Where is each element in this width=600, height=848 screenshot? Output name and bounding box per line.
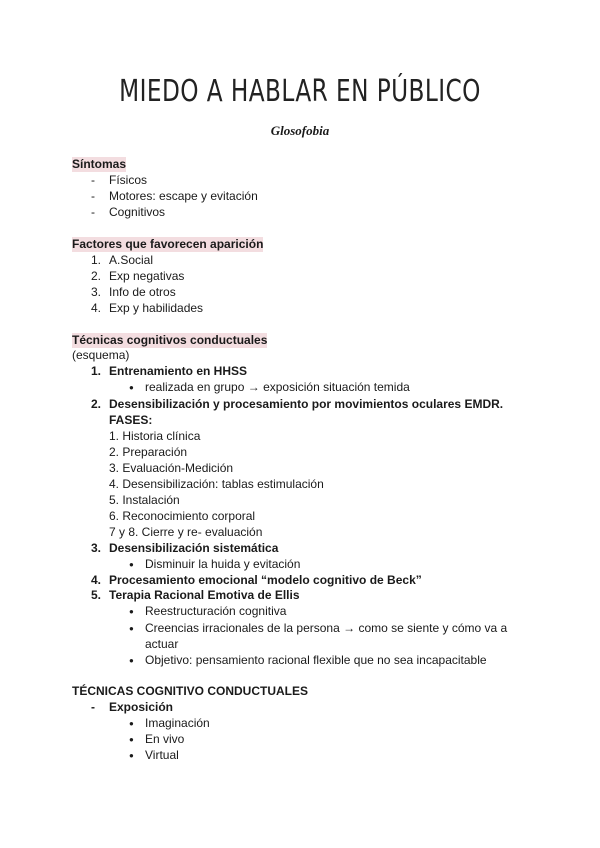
exposicion-item: Imaginación <box>145 716 210 730</box>
sintomas-item: Físicos <box>109 173 148 187</box>
exposicion-item: En vivo <box>145 732 185 746</box>
fases-label: FASES: <box>109 413 153 427</box>
fase-item: 4. Desensibilización: tablas estimulación <box>109 477 324 491</box>
tecnica-item-5-bullet: Creencias irracionales de la persona → como se siente y cómo va a <box>145 621 508 635</box>
tecnica-item-1: Entrenamiento en HHSS <box>109 364 248 378</box>
dash-marker: - <box>91 205 95 219</box>
bullet-marker: ● <box>129 656 134 665</box>
fase-item: 6. Reconocimiento corporal <box>109 509 256 523</box>
tecnicas-heading: Técnicas cognitivos conductuales <box>72 333 268 347</box>
dash-marker: - <box>91 700 95 714</box>
tecnica-item-3-bullet: Disminuir la huida y evitación <box>145 557 301 571</box>
dash-marker: - <box>91 189 95 203</box>
bullet-marker: ● <box>129 607 134 616</box>
bullet-marker: ● <box>129 624 134 633</box>
list-number: 4. <box>91 573 102 587</box>
fase-item: 1. Historia clínica <box>109 429 201 443</box>
tecnicas-note: (esquema) <box>72 348 130 362</box>
tecnica-item-4: Procesamiento emocional “modelo cognitivo de Beck” <box>109 573 422 587</box>
sintomas-heading: Síntomas <box>72 157 127 171</box>
bullet-marker: ● <box>129 719 134 728</box>
tecnica-item-2: Desensibilización y procesamiento por movimientos oculares EMDR. <box>109 397 504 411</box>
tecnica-item-5-bullet: Reestructuración cognitiva <box>145 604 287 618</box>
sintomas-item: Cognitivos <box>109 205 166 219</box>
fase-item: 5. Instalación <box>109 493 180 507</box>
bullet-marker: ● <box>129 383 134 392</box>
exposicion-item: Virtual <box>145 748 179 762</box>
dash-marker: - <box>91 173 95 187</box>
fase-item: 7 y 8. Cierre y re- evaluación <box>109 525 263 539</box>
list-number: 4. <box>91 301 102 315</box>
page-subtitle: Glosofobia <box>270 123 330 138</box>
factores-heading: Factores que favorecen aparición <box>72 237 264 251</box>
list-number: 5. <box>91 588 102 602</box>
list-number: 3. <box>91 285 102 299</box>
page-title: MIEDO A HABLAR EN PÚBLICO <box>119 74 481 109</box>
tecnica-item-5: Terapia Racional Emotiva de Ellis <box>109 588 300 602</box>
tecnica-item-1-bullet: realizada en grupo → exposición situación temida <box>145 380 410 394</box>
factores-item: Info de otros <box>109 285 176 299</box>
list-number: 3. <box>91 541 102 555</box>
fase-item: 3. Evaluación-Medición <box>109 461 234 475</box>
bullet-marker: ● <box>129 751 134 760</box>
sintomas-item: Motores: escape y evitación <box>109 189 258 203</box>
tecnica-item-5-bullet: Objetivo: pensamiento racional flexible que no sea incapacitable <box>145 653 487 667</box>
tecnica-item-5-bullet-cont: actuar <box>145 637 179 651</box>
tecnica-item-3: Desensibilización sistemática <box>109 541 279 555</box>
list-number: 2. <box>91 269 102 283</box>
factores-item: Exp y habilidades <box>109 301 204 315</box>
factores-item: Exp negativas <box>109 269 185 283</box>
list-number: 2. <box>91 397 102 411</box>
factores-item: A.Social <box>109 253 154 267</box>
bullet-marker: ● <box>129 735 134 744</box>
exposicion-label: Exposición <box>109 700 174 714</box>
tecnicas2-heading: TÉCNICAS COGNITIVO CONDUCTUALES <box>72 684 309 698</box>
list-number: 1. <box>91 253 102 267</box>
bullet-marker: ● <box>129 560 134 569</box>
list-number: 1. <box>91 364 102 378</box>
fase-item: 2. Preparación <box>109 445 188 459</box>
